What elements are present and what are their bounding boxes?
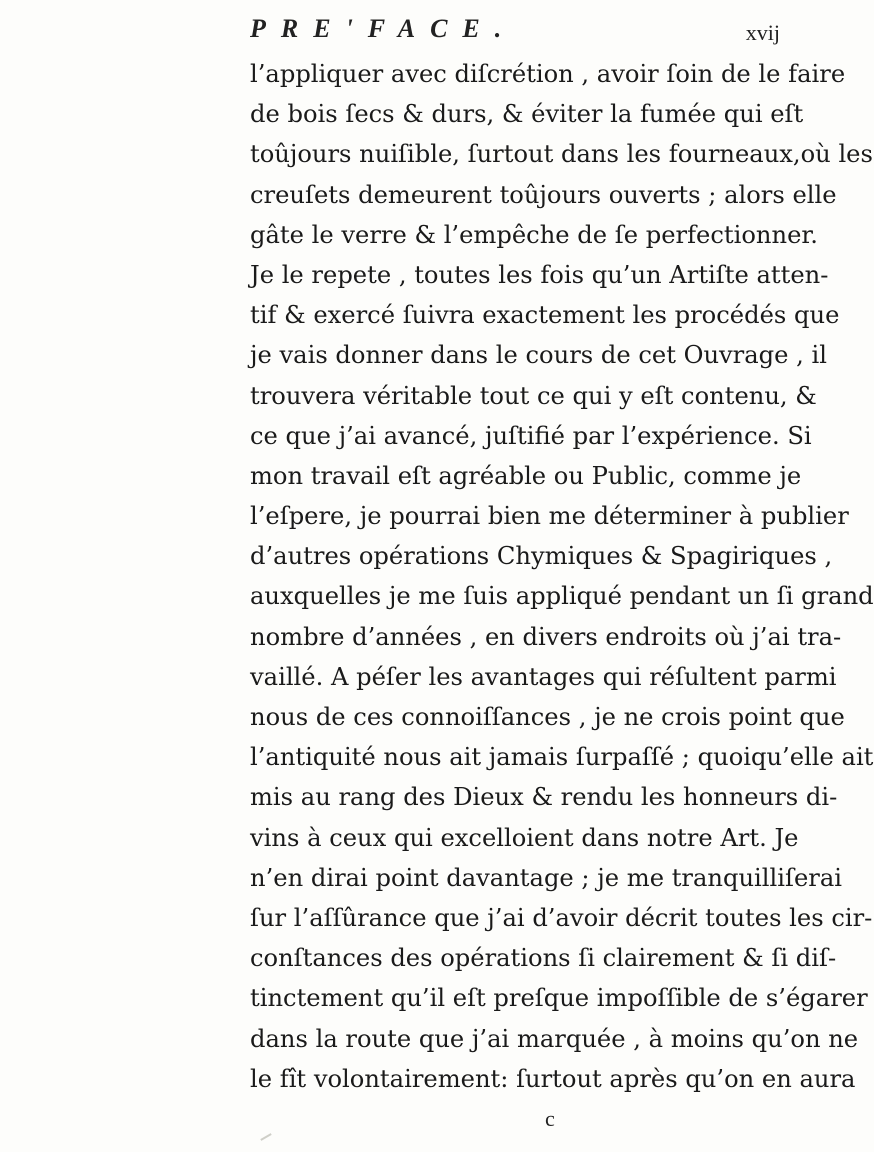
text-line: Je le repete , toutes les fois qu’un Artiſte atten- <box>250 260 829 289</box>
text-line: tif & exercé ſuivra exactement les procédés que <box>250 301 840 330</box>
ink-smudge <box>260 1133 271 1141</box>
text-line: dans la route que j’ai marquée , à moins qu’on ne <box>250 1024 859 1053</box>
text-line: gâte le verre & l’empêche de ſe perfectionner. <box>250 220 818 249</box>
text-line: conſtances des opérations ſi clairement & ſi diſ- <box>250 944 837 973</box>
text-line: mon travail eſt agréable ou Public, comme je <box>250 461 802 490</box>
text-line: ſur l’aſſûrance que j’ai d’avoir décrit toutes les cir- <box>250 903 873 932</box>
text-line: mis au rang des Dieux & rendu les honneurs di- <box>250 783 838 812</box>
text-line: l’antiquité nous ait jamais ſurpaſſé ; quoiqu’elle ait <box>250 743 874 772</box>
text-line: vaillé. A péſer les avantages qui réſultent parmi <box>250 662 837 691</box>
text-line: l’appliquer avec diſcrétion , avoir ſoin de le faire <box>250 60 846 88</box>
text-line: nous de ces connoiſſances , je ne crois point que <box>250 703 845 731</box>
text-line: auxquelles je me ſuis appliqué pendant un ſi grand <box>250 582 874 611</box>
text-line: toûjours nuiſible, ſurtout dans les fourneaux,où les <box>250 140 873 169</box>
signature-mark: c <box>545 1106 555 1131</box>
body-text <box>250 54 874 1099</box>
text-line: nombre d’années , en divers endroits où j’ai tra- <box>250 622 842 651</box>
text-line: ce que j’ai avancé, juſtifié par l’expérience. Si <box>250 421 812 450</box>
text-line: je vais donner dans le cours de cet Ouvrage , il <box>250 341 828 370</box>
text-line: tinctement qu’il eſt preſque impoſſible de s’égarer <box>250 984 868 1013</box>
text-line: n’en dirai point davantage ; je me tranquilliſerai <box>250 863 842 892</box>
text-line: le fît volontairement: ſurtout après qu’on en aura <box>250 1064 856 1093</box>
text-line: d’autres opérations Chymiques & Spagiriques , <box>250 542 833 571</box>
running-head-title: PRE'FACE. <box>250 14 517 43</box>
running-head <box>250 14 780 50</box>
text-line: creuſets demeurent toûjours ouverts ; alors elle <box>250 180 837 209</box>
text-line: vins à ceux qui excelloient dans notre Art. Je <box>250 823 799 852</box>
text-line: trouvera véritable tout ce qui y eſt contenu, & <box>250 381 817 410</box>
page-number: xvij <box>745 20 780 45</box>
text-line: de bois ſecs & durs, & éviter la fumée qui eſt <box>250 100 804 129</box>
text-line: l’eſpere, je pourrai bien me déterminer à publier <box>250 502 849 531</box>
